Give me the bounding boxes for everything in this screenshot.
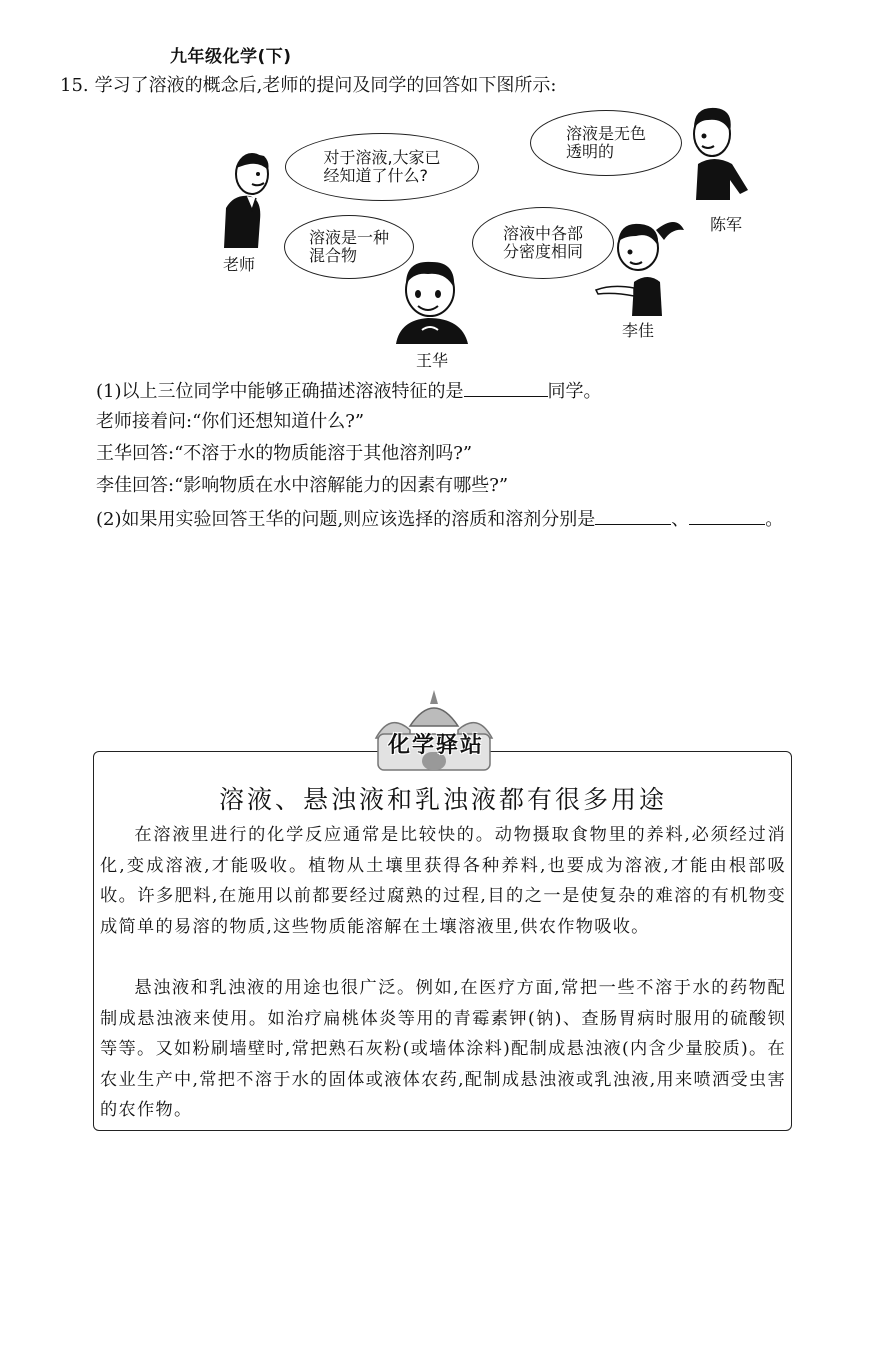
part2-text: (2)如果用实验回答王华的问题,则应该选择的溶质和溶剂分别是 xyxy=(96,509,596,530)
solute-answer-blank[interactable] xyxy=(595,506,671,525)
question-number: 15. xyxy=(60,75,89,96)
part1-line xyxy=(96,378,602,404)
lijia-answer: 李佳回答:“影响物质在水中溶解能力的因素有哪些?” xyxy=(96,475,509,496)
page-header: 九年级化学(下) xyxy=(170,47,292,67)
part2-end: 。 xyxy=(765,509,784,530)
wanghua-figure xyxy=(392,258,472,344)
chenjun-figure xyxy=(678,104,752,200)
part2-line xyxy=(96,506,783,532)
station-paragraph-2: 悬浊液和乳浊液的用途也很广泛。例如,在医疗方面,常把一些不溶于水的药物配制成悬浊液来使用。如治疗扁桃体炎等用的青霉素钾(钠)、查肠胃病时服用的硫酸钡等等。又如粉刷墙壁时,常把熟石灰粉(或墙体涂料)配制成悬浊液(内含少量胶质)。在农业生产中,常把不溶于水的固体或液体农药,配制成悬浊液或乳浊液,用来喷洒受虫害的农作物。 xyxy=(100,978,786,1121)
chenjun-speech: 溶液是无色 透明的 xyxy=(565,124,646,161)
wanghua-speech: 溶液是一种 混合物 xyxy=(308,228,389,265)
question-stem: 学习了溶液的概念后,老师的提问及同学的回答如下图所示: xyxy=(94,75,557,96)
chenjun-speech-bubble xyxy=(530,110,682,176)
teacher-followup: 老师接着问:“你们还想知道什么?” xyxy=(96,411,365,432)
wanghua-name: 王华 xyxy=(416,351,449,370)
wanghua-answer: 王华回答:“不溶于水的物质能溶于其他溶剂吗?” xyxy=(96,443,473,464)
chenjun-name: 陈军 xyxy=(710,215,743,234)
question-stem-line xyxy=(60,74,556,98)
station-paragraph-1: 在溶液里进行的化学反应通常是比较快的。动物摄取食物里的养料,必须经过消化,变成溶液,才能吸收。植物从土壤里获得各种养料,也要成为溶液,才能由根部吸收。许多肥料,在施用以前都要经过腐熟的过程,目的之一是使复杂的难溶的有机物变成简单的易溶的物质,这些物质能溶解在土壤溶液里,供农作物吸收。 xyxy=(100,825,786,937)
lijia-name: 李佳 xyxy=(622,321,655,340)
lijia-figure xyxy=(592,212,690,316)
station-badge-label: 化学驿站 xyxy=(387,733,484,758)
solvent-answer-blank[interactable] xyxy=(689,506,765,525)
part1-suffix: 同学。 xyxy=(547,381,602,402)
part1-text: (1)以上三位同学中能够正确描述溶液特征的是 xyxy=(96,381,464,402)
teacher-name: 老师 xyxy=(223,255,256,274)
part1-answer-blank[interactable] xyxy=(464,378,548,397)
station-title: 溶液、悬浊液和乳浊液都有很多用途 xyxy=(218,785,667,814)
teacher-figure xyxy=(212,150,276,250)
lijia-speech: 溶液中各部 分密度相同 xyxy=(502,224,583,261)
teacher-speech: 对于溶液,大家已 经知道了什么? xyxy=(323,148,441,185)
teacher-speech-bubble xyxy=(285,133,479,201)
part2-separator: 、 xyxy=(671,509,690,530)
